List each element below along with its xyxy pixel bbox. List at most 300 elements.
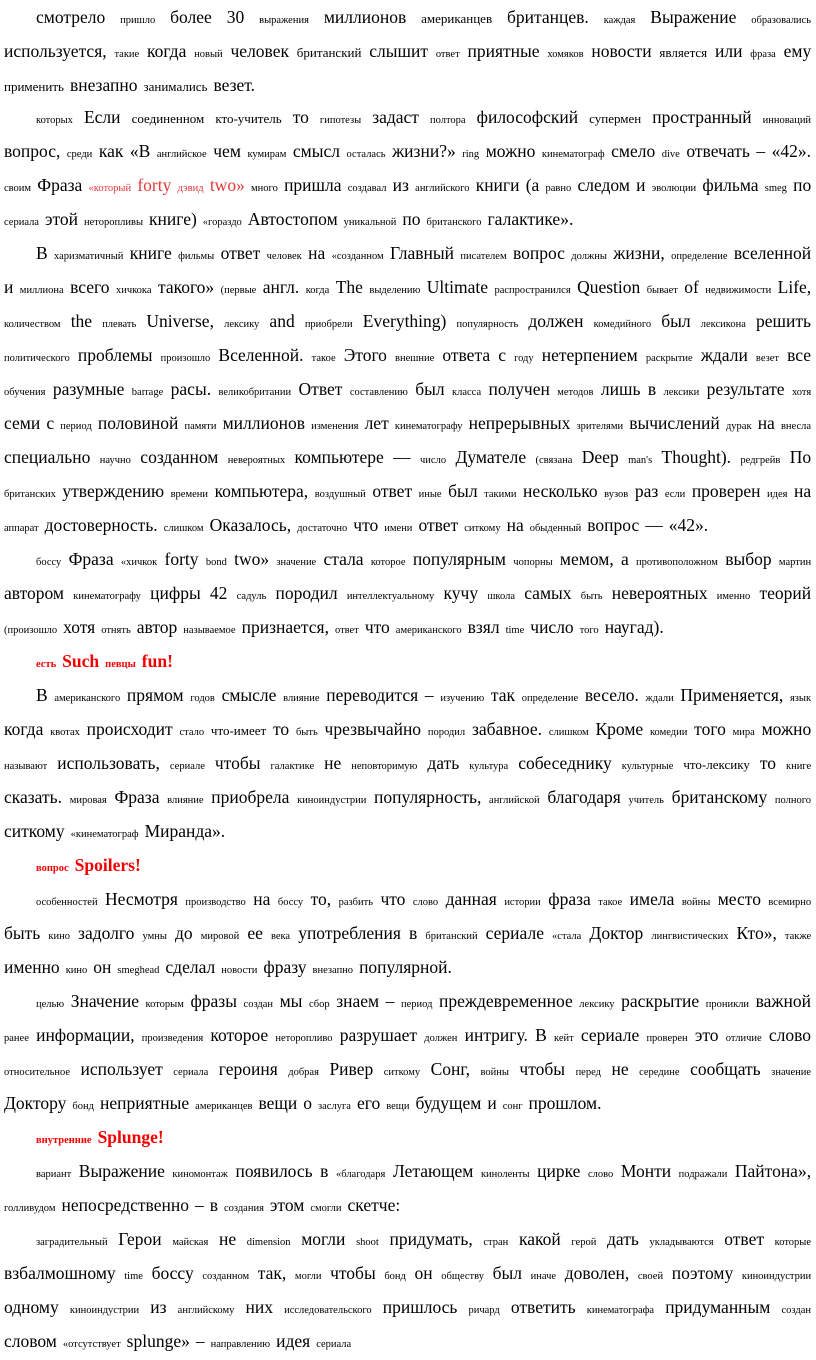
- text-run: инноваций: [762, 115, 812, 126]
- text-run: середине: [639, 1067, 680, 1078]
- text-run: из: [150, 1297, 167, 1317]
- text-run: популярность: [456, 319, 519, 330]
- text-run: разбить: [338, 897, 374, 908]
- text-run: британского: [426, 217, 482, 228]
- text-run: man's: [628, 455, 653, 466]
- text-run: которое: [370, 557, 406, 568]
- text-run: памяти: [184, 421, 217, 432]
- text-run: неповторимую: [351, 761, 418, 772]
- text-run: (связана: [535, 455, 573, 466]
- text-run: смотрело: [36, 7, 106, 27]
- text-run: иначе: [530, 1271, 557, 1282]
- text-run: века: [270, 931, 291, 942]
- text-run: стало: [179, 727, 205, 738]
- text-run: –: [756, 141, 766, 161]
- text-run: фраза: [548, 889, 591, 909]
- text-run: то: [292, 107, 309, 127]
- text-run: smeg: [764, 183, 787, 194]
- text-run: супермен: [589, 111, 642, 126]
- text-run: –: [385, 991, 395, 1011]
- text-run: исследовательского: [284, 1305, 372, 1316]
- text-run: должен: [528, 311, 584, 331]
- text-run: хичкока: [115, 285, 152, 296]
- text-run: американцев: [195, 1101, 253, 1112]
- text-run: Значение: [70, 991, 139, 1011]
- text-run: Deep: [581, 447, 619, 467]
- text-run: этом: [269, 1195, 305, 1215]
- text-run: ему: [783, 41, 812, 61]
- text-run: ждали: [645, 693, 674, 704]
- text-run: своей: [637, 1271, 664, 1282]
- text-run: По: [789, 447, 812, 467]
- text-run: эволюции: [651, 183, 697, 194]
- text-run: обыденный: [529, 523, 582, 534]
- text-run: раз: [634, 481, 659, 501]
- text-run: воздушный: [314, 489, 366, 500]
- text-run: везет.: [213, 75, 255, 95]
- red-heading: [4, 850, 811, 884]
- text-run: писателем: [460, 251, 507, 262]
- text-run: собеседнику: [518, 753, 612, 773]
- text-run: идея: [276, 1331, 311, 1351]
- text-run: бывает: [646, 285, 678, 296]
- text-run: Spoilers!: [74, 855, 141, 875]
- text-run: сериале: [580, 1025, 640, 1045]
- text-run: войны: [681, 897, 711, 908]
- text-run: сериала: [4, 217, 39, 228]
- text-run: ответа: [442, 345, 491, 365]
- text-run: противоположном: [636, 557, 718, 568]
- text-run: «кинематограф: [70, 829, 139, 840]
- text-run: —: [645, 515, 663, 535]
- text-run: фразу: [263, 957, 307, 977]
- text-run: по: [793, 175, 812, 195]
- text-run: когда: [4, 719, 44, 739]
- text-run: так: [490, 685, 516, 705]
- text-run: –: [195, 1331, 205, 1351]
- text-run: такие: [114, 49, 140, 60]
- text-run: английское: [156, 149, 207, 160]
- text-run: полтора: [430, 115, 466, 126]
- text-run: истории: [504, 897, 541, 908]
- text-run: Думателе: [455, 447, 527, 467]
- text-run: мартин: [778, 557, 812, 568]
- text-run: лексики: [663, 387, 700, 398]
- paragraph: [4, 102, 811, 238]
- text-run: «42».: [668, 515, 709, 535]
- text-run: ответ: [372, 481, 413, 501]
- text-run: ричард: [468, 1305, 500, 1316]
- text-run: популярным: [412, 549, 507, 569]
- text-run: не: [324, 753, 342, 773]
- text-run: 42: [209, 583, 228, 603]
- text-run: осталась: [346, 149, 386, 160]
- text-run: автор: [136, 617, 178, 637]
- text-run: методов: [557, 387, 594, 398]
- text-run: на: [253, 889, 271, 909]
- text-run: кто-учитель: [215, 111, 282, 126]
- text-run: ситкому: [383, 1067, 421, 1078]
- paragraph: [4, 986, 811, 1122]
- text-run: это: [694, 1025, 719, 1045]
- text-run: взбалмошному: [4, 1263, 116, 1283]
- text-run: квотах: [50, 727, 80, 738]
- text-run: задолго: [78, 923, 135, 943]
- text-run: time: [124, 1271, 143, 1282]
- text-run: о: [303, 1093, 312, 1113]
- text-run: Such: [62, 651, 100, 671]
- text-run: мы: [279, 991, 303, 1011]
- text-run: американского: [54, 693, 121, 704]
- text-run: харизматичный: [54, 251, 124, 262]
- text-run: пришло: [120, 15, 156, 26]
- text-run: кейт: [553, 1033, 574, 1044]
- paragraph: [4, 1224, 811, 1360]
- text-run: бонд: [384, 1271, 406, 1282]
- text-run: чопорны: [513, 557, 553, 568]
- text-run: в: [647, 379, 657, 399]
- text-run: гипотезы: [319, 115, 362, 126]
- text-run: вопрос,: [4, 141, 61, 161]
- text-run: применить: [4, 79, 64, 94]
- text-run: ситкому: [464, 523, 501, 534]
- text-run: shoot: [356, 1237, 379, 1248]
- text-run: Everything): [362, 311, 447, 331]
- text-run: Выражение: [78, 1161, 165, 1181]
- text-run: того: [694, 719, 726, 739]
- text-run: человек: [230, 41, 289, 61]
- text-run: ring: [462, 149, 480, 160]
- text-run: породил: [275, 583, 338, 603]
- text-run: кинематографу: [73, 591, 141, 602]
- text-run: сказать.: [4, 787, 63, 807]
- text-run: Life,: [777, 277, 812, 297]
- text-run: «который: [88, 183, 132, 194]
- text-run: миллиона: [19, 285, 64, 296]
- text-run: лексику: [224, 319, 260, 330]
- text-run: разумные: [52, 379, 125, 399]
- text-run: иные: [418, 489, 442, 500]
- text-run: целью: [36, 999, 65, 1010]
- text-run: хотя: [63, 617, 96, 637]
- text-run: среди: [66, 149, 93, 160]
- text-run: чтобы: [519, 1059, 566, 1079]
- text-run: на: [794, 481, 812, 501]
- paragraph: [4, 1156, 811, 1224]
- text-run: интеллектуальному: [346, 591, 435, 602]
- text-run: преждевременное: [439, 991, 573, 1011]
- text-run: fun!: [141, 651, 173, 671]
- text-run: Фраза: [114, 787, 160, 807]
- text-run: Несмотря: [105, 889, 178, 909]
- text-run: Вселенной.: [218, 345, 304, 365]
- text-run: хомяков: [547, 49, 584, 60]
- text-run: слово: [768, 1025, 812, 1045]
- text-run: сообщать: [690, 1059, 761, 1079]
- text-run: проверен: [691, 481, 761, 501]
- text-run: миллионов: [222, 413, 305, 433]
- text-run: проникли: [705, 999, 750, 1010]
- text-run: 30: [226, 7, 245, 27]
- text-run: американского: [395, 625, 462, 636]
- text-run: занимались: [143, 79, 208, 94]
- text-run: слышит: [369, 41, 428, 61]
- text-run: называемое: [183, 625, 236, 636]
- text-run: кинематографа: [586, 1305, 655, 1316]
- text-run: популярность,: [374, 787, 482, 807]
- text-run: дать: [427, 753, 460, 773]
- text-run: решить: [756, 311, 812, 331]
- red-heading: [4, 1122, 811, 1156]
- text-run: несколько: [523, 481, 598, 501]
- text-run: что: [364, 617, 390, 637]
- text-run: –: [194, 1195, 204, 1215]
- text-run: можно: [761, 719, 812, 739]
- text-run: по: [402, 209, 421, 229]
- text-run: этой: [44, 209, 79, 229]
- text-run: благодаря: [547, 787, 621, 807]
- text-run: времени: [170, 489, 209, 500]
- text-run: забавное.: [471, 719, 543, 739]
- text-run: Фраза: [37, 175, 83, 195]
- text-run: проблемы: [77, 345, 153, 365]
- text-run: фраза: [750, 49, 776, 60]
- text-run: Автостопом: [247, 209, 338, 229]
- text-run: цифры: [150, 583, 201, 603]
- text-run: цирке: [537, 1161, 581, 1181]
- text-run: вселенной: [733, 243, 812, 263]
- text-run: непрерывных: [468, 413, 571, 433]
- text-run: что: [353, 515, 379, 535]
- text-run: «стала: [552, 931, 582, 942]
- text-run: галактике».: [487, 209, 574, 229]
- text-run: что-имеет: [210, 723, 267, 738]
- text-run: культура: [469, 761, 509, 772]
- text-run: недвижимости: [705, 285, 772, 296]
- text-run: британцев.: [506, 7, 589, 27]
- text-run: вычислений: [629, 413, 720, 433]
- text-run: киномонтаж: [172, 1169, 228, 1180]
- text-run: ответ: [435, 49, 460, 60]
- text-run: заградительный: [36, 1237, 108, 1248]
- text-run: британский: [296, 45, 362, 60]
- text-run: место: [717, 889, 761, 909]
- paragraph: [4, 2, 811, 102]
- text-run: которые: [774, 1237, 812, 1248]
- text-run: сериале: [169, 761, 205, 772]
- text-run: ситкому: [4, 821, 65, 841]
- text-run: обществу: [441, 1271, 484, 1282]
- text-run: в: [320, 1161, 329, 1181]
- text-run: аппарат: [4, 523, 39, 534]
- text-run: создания: [223, 1203, 264, 1214]
- text-run: кумирам: [247, 149, 287, 160]
- text-run: приобрела: [211, 787, 290, 807]
- text-run: определение: [521, 693, 579, 704]
- text-run: подражали: [678, 1169, 728, 1180]
- text-run: выражения: [259, 15, 309, 26]
- text-run: bond: [205, 557, 227, 568]
- text-run: Применяется,: [680, 685, 784, 705]
- text-run: dive: [661, 149, 680, 160]
- text-run: производство: [185, 897, 246, 908]
- text-run: везет: [755, 353, 780, 364]
- text-run: добрая: [288, 1067, 319, 1078]
- text-run: фразы: [190, 991, 237, 1011]
- text-run: —: [393, 447, 411, 467]
- text-run: дэвид: [177, 183, 204, 194]
- text-run: произведения: [141, 1033, 204, 1044]
- text-run: Кто»,: [736, 923, 777, 943]
- text-run: своим: [4, 183, 32, 194]
- text-run: кино: [65, 965, 88, 976]
- text-run: выбор: [725, 549, 772, 569]
- text-run: непосредственно: [61, 1195, 189, 1215]
- text-run: расы.: [170, 379, 212, 399]
- text-run: Этого: [343, 345, 387, 365]
- text-run: британский: [425, 931, 478, 942]
- text-run: киноиндустрии: [741, 1271, 812, 1282]
- text-run: создан: [781, 1305, 811, 1316]
- text-run: также: [784, 931, 812, 942]
- text-run: вопрос: [36, 863, 69, 874]
- text-run: должен: [424, 1033, 458, 1044]
- text-run: сонг: [502, 1101, 523, 1112]
- text-run: сделал: [165, 957, 216, 977]
- text-run: сериале: [485, 923, 544, 943]
- text-run: and: [269, 311, 295, 331]
- text-run: Ответ: [298, 379, 343, 399]
- text-run: смело: [611, 141, 656, 161]
- text-run: Question: [577, 277, 641, 297]
- text-run: (произошло: [4, 625, 58, 636]
- text-run: В: [535, 1025, 547, 1045]
- text-run: мировая: [69, 795, 107, 806]
- text-run: неприятные: [99, 1093, 190, 1113]
- text-run: комедии: [649, 727, 688, 738]
- text-run: когда: [305, 285, 330, 296]
- text-run: Сонг,: [430, 1059, 470, 1079]
- text-run: сериала: [316, 1339, 352, 1350]
- text-run: хотя: [791, 387, 812, 398]
- text-run: интригу.: [464, 1025, 528, 1045]
- text-run: неторопливо: [275, 1033, 333, 1044]
- text-run: ответить: [510, 1297, 576, 1317]
- text-run: которых: [36, 115, 73, 126]
- text-run: словом: [4, 1331, 57, 1351]
- text-run: вещи: [386, 1101, 410, 1112]
- text-run: of: [684, 277, 699, 297]
- text-run: такое: [598, 897, 623, 908]
- text-run: пришла: [284, 175, 342, 195]
- text-run: равно: [545, 183, 572, 194]
- text-run: заслуга: [318, 1101, 351, 1112]
- text-run: учитель: [628, 795, 664, 806]
- text-run: данная: [445, 889, 497, 909]
- text-run: должны: [571, 251, 607, 262]
- text-run: в: [209, 1195, 218, 1215]
- text-run: то,: [310, 889, 332, 909]
- text-run: дать: [607, 1229, 639, 1249]
- text-run: половиной: [97, 413, 179, 433]
- text-run: что: [380, 889, 406, 909]
- text-run: на: [308, 243, 326, 263]
- text-run: не: [611, 1059, 629, 1079]
- text-run: и: [636, 175, 646, 195]
- text-run: быть: [580, 591, 603, 602]
- text-run: нетерпением: [541, 345, 638, 365]
- text-run: язык: [789, 693, 812, 704]
- text-run: использует: [80, 1059, 163, 1079]
- text-run: он: [93, 957, 112, 977]
- text-run: период: [60, 421, 92, 432]
- text-run: перед: [575, 1067, 601, 1078]
- text-run: на: [506, 515, 524, 535]
- text-run: получен: [488, 379, 550, 399]
- text-run: то: [273, 719, 290, 739]
- text-run: кинематографу: [394, 421, 463, 432]
- text-run: вещи: [258, 1093, 298, 1113]
- text-run: Главный: [389, 243, 455, 263]
- text-run: что-лексику: [683, 757, 750, 772]
- text-run: боссу: [277, 897, 304, 908]
- text-run: является: [659, 45, 708, 60]
- text-run: был: [415, 379, 445, 399]
- text-run: как: [98, 141, 124, 161]
- text-run: (а: [525, 175, 540, 195]
- text-run: одному: [4, 1297, 59, 1317]
- text-run: отвечать: [686, 141, 750, 161]
- text-run: певцы: [105, 659, 136, 670]
- text-run: вопрос: [587, 515, 640, 535]
- text-run: ответ: [724, 1229, 764, 1249]
- text-run: число: [530, 617, 574, 637]
- text-run: и: [4, 277, 14, 297]
- text-run: голливудом: [4, 1203, 56, 1214]
- text-run: чтобы: [214, 753, 261, 773]
- text-run: определение: [671, 251, 728, 262]
- text-run: приятные: [467, 41, 540, 61]
- text-run: Splunge!: [97, 1127, 164, 1147]
- text-run: создан: [243, 999, 274, 1010]
- text-run: которым: [145, 999, 184, 1010]
- text-run: приобрели: [304, 319, 353, 330]
- text-run: бонд: [72, 1101, 94, 1112]
- text-run: слишком: [548, 727, 589, 738]
- text-run: смысле: [221, 685, 277, 705]
- text-run: стран: [483, 1237, 509, 1248]
- text-run: англ.: [262, 277, 300, 297]
- text-run: Монти: [620, 1161, 672, 1181]
- text-run: «42».: [771, 141, 812, 161]
- text-run: знаем: [336, 991, 380, 1011]
- text-run: культурные: [621, 761, 674, 772]
- text-run: наугад).: [604, 617, 664, 637]
- text-run: сбор: [309, 999, 330, 1010]
- text-run: «хичкок: [120, 557, 158, 568]
- text-run: быть: [295, 727, 318, 738]
- text-run: barrage: [131, 387, 164, 398]
- text-run: выделению: [369, 285, 421, 296]
- text-run: он: [414, 1263, 433, 1283]
- text-run: ответ: [220, 243, 261, 263]
- text-run: dimension: [246, 1237, 291, 1248]
- text-run: лексику: [579, 999, 615, 1010]
- text-run: боссу: [151, 1263, 194, 1283]
- text-run: утверждению: [62, 481, 165, 501]
- text-run: значение: [771, 1067, 812, 1078]
- text-run: укладываются: [649, 1237, 714, 1248]
